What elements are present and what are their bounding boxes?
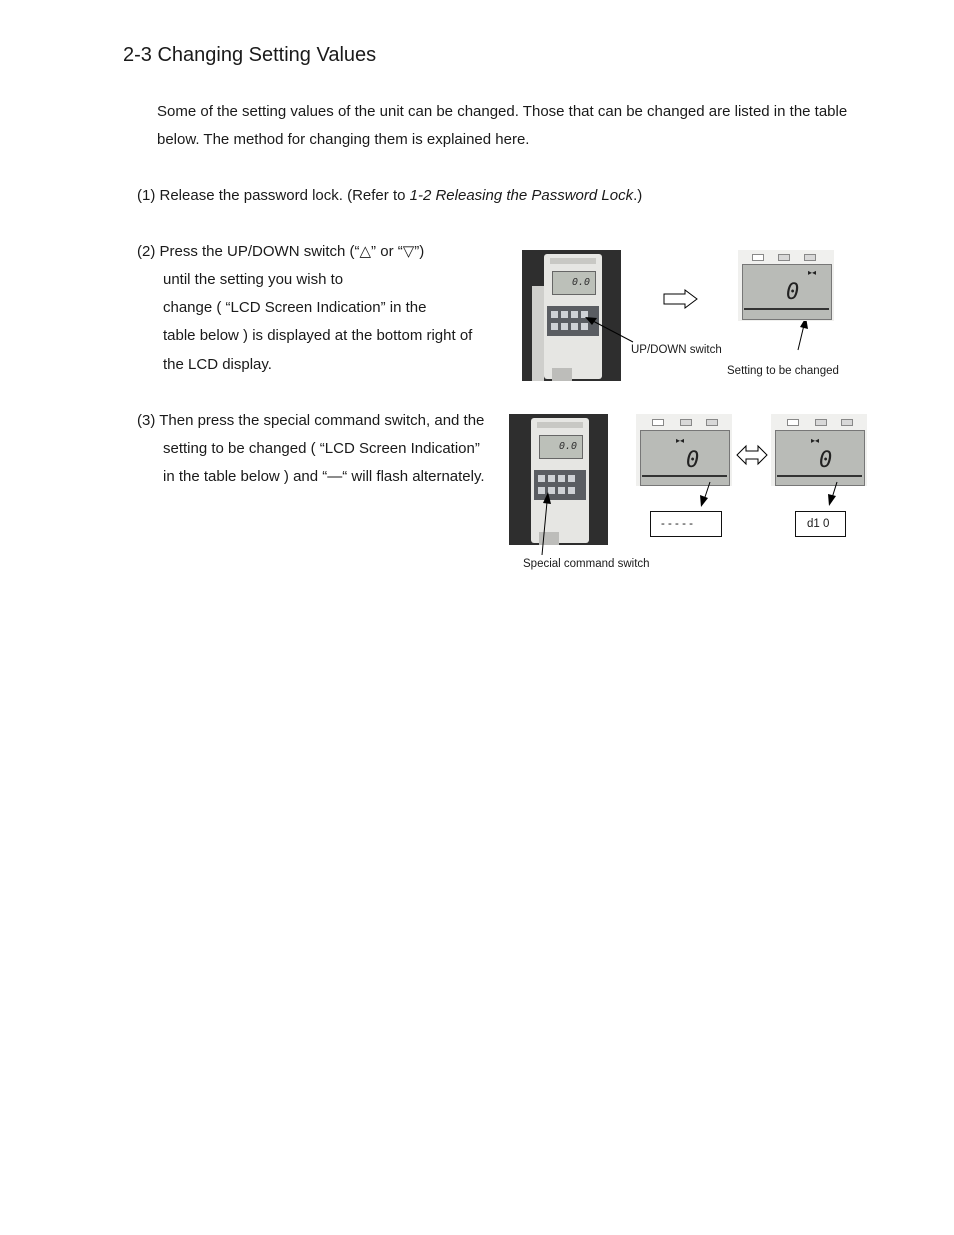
intro-line-1: Some of the setting values of the unit can be changed. Those that can be changed are listed in the table (157, 103, 848, 120)
step-2-line-3: change ( “LCD Screen Indication” in the (163, 299, 427, 316)
step-3-line-2: setting to be changed ( “LCD Screen Indication” (163, 440, 480, 457)
step-2-line-2: until the setting you wish to (163, 271, 344, 288)
device-lcd-value: 0.0 (558, 441, 577, 452)
device-lcd-value: 0.0 (571, 277, 590, 288)
updown-switch-label: UP/DOWN switch (631, 344, 722, 356)
step-3-line-1: (3) Then press the special command switch, and the (137, 412, 485, 429)
step-1-prefix: (1) Release the password lock. (Refer to (137, 187, 410, 204)
fan-icon: ▸◂ (676, 436, 685, 445)
step-1-suffix: .) (633, 187, 643, 204)
section-heading: 2-3 Changing Setting Values (123, 44, 377, 66)
step-2-line-4: table below ) is displayed at the bottom right of (163, 327, 473, 344)
intro-line-2: below. The method for changing them is explained here. (157, 131, 530, 148)
step-2-line-5: the LCD display. (163, 356, 272, 373)
special-command-switch-label: Special command switch (523, 558, 650, 570)
code-indication-box: d1 0 (795, 511, 846, 537)
fan-icon: ▸◂ (811, 436, 820, 445)
lcd-value: 0 (819, 448, 833, 473)
lcd-value: 0 (686, 448, 700, 473)
lcd-value: 0 (786, 280, 800, 305)
dash-indication-box: - - - - - (650, 511, 722, 537)
step-2-line-1: (2) Press the UP/DOWN switch (“△” or “▽”) (137, 243, 425, 260)
setting-to-be-changed-label: Setting to be changed (727, 365, 839, 377)
step-3-line-3: in the table below ) and “—“ will flash alternately. (163, 468, 485, 485)
step-1-reference: 1-2 Releasing the Password Lock (409, 187, 634, 204)
fan-icon: ▸◂ (808, 268, 817, 277)
